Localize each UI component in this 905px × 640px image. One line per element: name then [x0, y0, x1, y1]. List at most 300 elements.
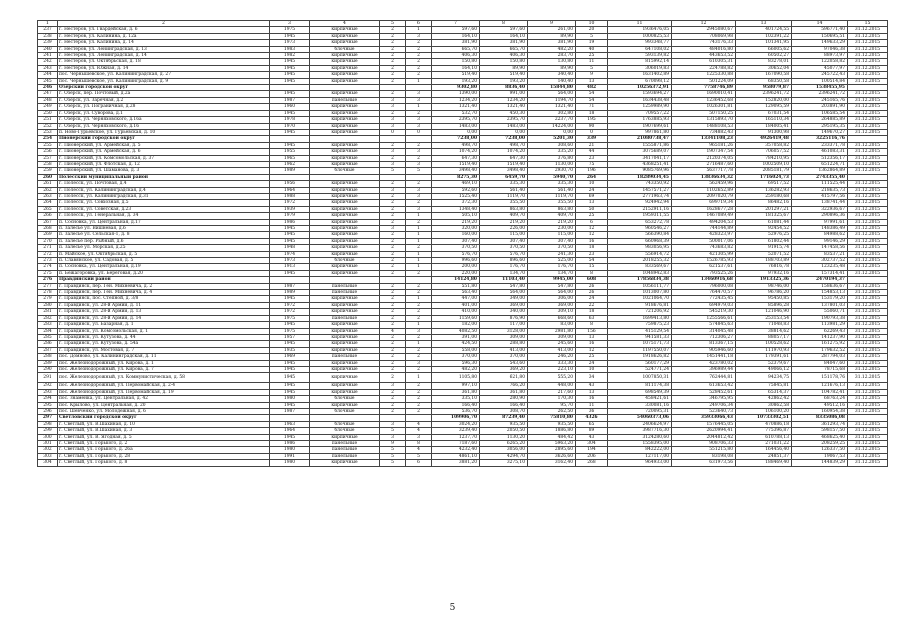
table-cell: 1945 [270, 373, 310, 383]
table-cell: 423780,02 [672, 360, 736, 366]
address-cell: пос. Крылово, ул. Центральная, д. 20 [58, 402, 270, 408]
table-cell: 2 [406, 270, 432, 276]
table-cell: 1 [406, 238, 432, 244]
table-cell: 335,30 [480, 181, 528, 187]
table-cell: 31.12.2015 [848, 373, 888, 383]
table-cell: 109906,70 [432, 415, 480, 421]
table-cell: 2 [406, 315, 432, 321]
address-cell: г. Озерск, ул. Черняховского, д.16 [58, 123, 270, 129]
table-cell: 258 [38, 161, 58, 167]
table-cell: 1321,40 [480, 104, 528, 110]
table-cell: 219,20 [480, 219, 528, 225]
table-cell: 1483,00 [432, 123, 480, 129]
table-cell: 5940,70 [528, 174, 576, 180]
table-cell: 31.12.2015 [848, 155, 888, 161]
table-cell: кирпичные [310, 142, 380, 148]
table-cell: 2 [380, 302, 406, 308]
table-cell: 31.12.2015 [848, 226, 888, 232]
table-cell: 3 [406, 161, 432, 167]
table-cell: 1913325,36 [736, 277, 792, 283]
table-cell: 1913 [270, 264, 310, 270]
table-cell: 2 [380, 360, 406, 366]
table-cell: 576,70 [480, 251, 528, 257]
table-cell: 83,00 [528, 322, 576, 328]
table-cell: 2097020,79 [672, 193, 736, 199]
table-cell: 547,80 [480, 283, 528, 289]
table-cell: 31.12.2015 [848, 447, 888, 453]
table-cell: 248 [38, 97, 58, 103]
table-cell: 188469,40 [736, 460, 792, 466]
table-cell: 2 [406, 354, 432, 360]
table-cell: 524771,24 [608, 366, 672, 372]
table-cell: 31.12.2015 [848, 421, 888, 427]
table-cell: 4326 [576, 415, 608, 421]
table-cell: 2 [406, 302, 432, 308]
table-cell: 369,00 [480, 302, 528, 308]
table-cell: 494204,53 [672, 219, 736, 225]
table-cell: 18 [576, 245, 608, 251]
table-cell: 10733302,51 [736, 415, 792, 421]
table-cell: 3 [406, 33, 432, 39]
table-cell: 16 [576, 396, 608, 402]
address-cell: г. Полесск, ул. Генеральная, д. 34 [58, 213, 270, 219]
table-cell: 31.12.2015 [848, 78, 888, 84]
table-cell: 314045,48 [672, 328, 736, 334]
table-cell: 7187,60 [432, 441, 480, 447]
table-cell: 31.12.2015 [848, 434, 888, 440]
address-cell: г. Пионерский, ул. Комсомольская, д. 37 [58, 155, 270, 161]
table-cell: блочные [310, 46, 380, 52]
table-cell: 1936476,05 [608, 27, 672, 33]
table-cell: 564,00 [480, 290, 528, 296]
table-cell: 547,80 [528, 283, 576, 289]
table-cell: блочные [310, 168, 380, 174]
table-cell: 3 [406, 97, 432, 103]
table-cell: 190793,38 [792, 315, 848, 321]
table-cell: 2 [380, 322, 406, 328]
table-cell: 264 [576, 174, 608, 180]
table-cell: 1945 [270, 389, 310, 395]
address-cell: г. Правдинск, пер. Ген. Михневича, д. 2 [58, 283, 270, 289]
table-cell: 295 [38, 402, 58, 408]
address-cell: г. Пионерский, ул. Флотская, д. 12 [58, 161, 270, 167]
table-cell: 2 [406, 408, 432, 414]
address-cell: г. Светлый, ул. Горького, д. 8 [58, 460, 270, 466]
table-cell: 1 [406, 258, 432, 264]
table-cell: 560177,29 [608, 360, 672, 366]
table-cell: 31.12.2015 [848, 238, 888, 244]
table-cell: 219,20 [432, 219, 480, 225]
address-cell: г. Нестеров, ул. Калинина, д. 14 [58, 40, 270, 46]
table-cell: 249 [38, 104, 58, 110]
table-cell: 734882,43 [672, 129, 736, 135]
table-cell: панельные [310, 315, 380, 321]
table-cell: 13 [576, 334, 608, 340]
table-cell: 813367,15 [672, 341, 736, 347]
table-cell: 2 [406, 155, 432, 161]
table-cell: 406,30 [480, 53, 528, 59]
table-cell: 7238,00 [480, 136, 528, 142]
table-cell: 31.12.2015 [848, 27, 888, 33]
table-cell: 1945 [270, 366, 310, 372]
table-cell: 3498,40 [432, 168, 480, 174]
table-cell: 415129,54 [608, 328, 672, 334]
table-cell: 1974 [270, 251, 310, 257]
table-cell: 307,40 [528, 238, 576, 244]
table-cell: 2044812,42 [672, 434, 736, 440]
table-cell: 94234,75 [736, 373, 792, 383]
table-cell: 1074,20 [432, 149, 480, 155]
table-cell: 269 [38, 232, 58, 238]
address-cell: г. Правдинск, ул. Кутузова, д. 44 [58, 334, 270, 340]
table-cell: 31.12.2015 [848, 258, 888, 264]
table-cell: 95450,85 [736, 296, 792, 302]
table-cell: 31.12.2015 [848, 123, 888, 129]
column-number-cell: 13 [736, 21, 792, 27]
table-cell: 369,20 [480, 366, 528, 372]
table-cell: панельные [310, 447, 380, 453]
table-cell: 123235,48 [792, 264, 848, 270]
table-cell: 31.12.2015 [848, 117, 888, 123]
table-cell: 5637717,78 [672, 168, 736, 174]
table-cell: 25 [576, 53, 608, 59]
housing-register-sheet [37, 20, 887, 467]
table-cell: 1945 [270, 232, 310, 238]
table-cell: 245165,76 [792, 97, 848, 103]
table-cell: 111525,44 [792, 181, 848, 187]
table-cell: 908706,33 [672, 441, 736, 447]
table-cell: 863,80 [528, 206, 576, 212]
table-cell: 370,00 [480, 354, 528, 360]
table-cell: 4 [406, 421, 432, 427]
table-cell: 12 [576, 226, 608, 232]
table-cell: 391,00 [432, 334, 480, 340]
table-cell: 245722,43 [792, 72, 848, 78]
table-cell: 993348,77 [608, 40, 672, 46]
table-cell: 31.12.2015 [848, 396, 888, 402]
table-cell: 45077,97 [792, 65, 848, 71]
table-cell: 2470194,37 [792, 277, 848, 283]
address-cell: пос. Железнодорожный, ул. Кирова, д. 1 [58, 360, 270, 366]
table-cell: 2 [380, 309, 406, 315]
table-cell: 2085181,79 [736, 168, 792, 174]
address-cell: г. Нестеров, ул. Октябрьская, д. 18 [58, 59, 270, 65]
table-cell: 263 [38, 193, 58, 199]
table-cell: 195 [576, 117, 608, 123]
table-cell: 194 [576, 447, 608, 453]
table-cell: 1538455,95 [792, 85, 848, 91]
table-cell: 1945 [270, 270, 310, 276]
table-cell: 2 [380, 213, 406, 219]
column-number-cell: 8 [480, 21, 528, 27]
table-cell: 2 [380, 315, 406, 321]
table-cell: 289 [38, 360, 58, 366]
table-cell: 519,40 [480, 72, 528, 78]
address-cell: г. Светлый, ул. Горького, д. 2 [58, 441, 270, 447]
table-cell: 381,90 [528, 40, 576, 46]
table-cell: 1945 [270, 434, 310, 440]
table-cell: 322936,67 [792, 206, 848, 212]
table-cell: 484,42 [528, 434, 576, 440]
table-cell: 3 [380, 123, 406, 129]
table-cell: 89,90 [528, 65, 576, 71]
table-cell: 482 [576, 85, 608, 91]
table-cell: 160,00 [432, 232, 480, 238]
table-cell: 3 [380, 383, 406, 389]
table-cell: 3162,40 [528, 460, 576, 466]
table-cell: 23 [576, 155, 608, 161]
table-cell: 137801,03 [792, 302, 848, 308]
table-cell: 260 [38, 174, 58, 180]
table-cell: 9 [576, 72, 608, 78]
table-cell: 253153,54 [736, 315, 792, 321]
table-cell: 24851,37 [736, 453, 792, 459]
table-cell: 83537,21 [792, 251, 848, 257]
table-cell: 2 [380, 142, 406, 148]
table-cell: 7238,00 [432, 136, 480, 142]
table-cell: 49066,12 [736, 366, 792, 372]
table-cell: кирпичные [310, 389, 380, 395]
table-cell: 357058,82 [736, 142, 792, 148]
table-cell: 166,40 [432, 402, 480, 408]
table-cell: 111970,93 [736, 347, 792, 353]
table-cell: 4 [406, 428, 432, 434]
table-cell: 147458,56 [792, 245, 848, 251]
table-cell: 9302,80 [432, 85, 480, 91]
table-cell: 1982 [270, 53, 310, 59]
table-cell: 1 [406, 104, 432, 110]
table-cell: 349,00 [480, 296, 528, 302]
table-cell: кирпичные [310, 334, 380, 340]
table-cell: 13836634,32 [672, 174, 736, 180]
table-cell: 54 [576, 91, 608, 97]
table-cell: 4368251,41 [608, 161, 672, 167]
table-cell: 1983 [270, 46, 310, 52]
table-cell: 665,70 [432, 46, 480, 52]
table-cell: кирпичные [310, 206, 380, 212]
address-cell: Пионерский городской округ [58, 136, 270, 142]
table-cell: 25 [576, 354, 608, 360]
table-cell: 2 [380, 283, 406, 289]
table-cell: 647108,02 [608, 46, 672, 52]
table-cell: 182,00 [432, 322, 480, 328]
table-cell: 164456,40 [736, 447, 792, 453]
table-cell: 1 [406, 341, 432, 347]
table-cell: 21 [576, 142, 608, 148]
table-cell: 997,10 [432, 383, 480, 389]
address-cell: п. Майское, ул. Октябрьская, д. 5 [58, 251, 270, 257]
table-cell: 1321,40 [528, 104, 576, 110]
table-cell: кирпичные [310, 155, 380, 161]
table-cell: 18289034,45 [608, 174, 672, 180]
table-cell: 31.12.2015 [848, 360, 888, 366]
table-cell: 958079,87 [736, 85, 792, 91]
table-cell: 1 [406, 27, 432, 33]
table-cell: 1236452,68 [672, 97, 736, 103]
table-cell: кирпичные [310, 341, 380, 347]
table-cell: 223,10 [528, 366, 576, 372]
table-cell: 596771,40 [792, 27, 848, 33]
address-cell: г. Светлый, ул. В. Ягодная, д. 5 [58, 434, 270, 440]
table-cell: 1945 [270, 238, 310, 244]
table-cell: 217,60 [528, 389, 576, 395]
table-cell: 115,00 [528, 232, 576, 238]
table-cell: 1690010,41 [672, 91, 736, 97]
table-cell: 668,60 [528, 315, 576, 321]
table-cell: 651224,71 [792, 161, 848, 167]
table-cell: 1007850,31 [608, 373, 672, 383]
table-cell: 164,10 [432, 65, 480, 71]
table-cell: 574845,63 [672, 322, 736, 328]
table-cell: 1907699,61 [608, 123, 672, 129]
table-cell: 1945 [270, 33, 310, 39]
table-cell: 1234,20 [432, 97, 480, 103]
table-cell: 167090,58 [736, 72, 792, 78]
table-cell: 246 [38, 85, 58, 91]
table-cell: 5 [380, 428, 406, 434]
table-cell: 243 [38, 65, 58, 71]
table-cell: 1 [406, 213, 432, 219]
table-cell: 31.12.2015 [848, 383, 888, 389]
table-cell: 31.12.2015 [848, 168, 888, 174]
table-cell: 31.12.2015 [848, 232, 888, 238]
table-cell: 31.12.2015 [848, 142, 888, 148]
table-cell: 67031,54 [736, 110, 792, 116]
table-cell: 52976,25 [736, 232, 792, 238]
table-cell: 1002509,10 [736, 161, 792, 167]
table-cell: 69517,52 [736, 181, 792, 187]
table-cell: 31.12.2015 [848, 460, 888, 466]
table-cell: 1 [406, 78, 432, 84]
table-cell: 1321,40 [432, 104, 480, 110]
table-cell: 563,40 [432, 290, 480, 296]
table-cell: 55060,71 [792, 309, 848, 315]
table-cell: 85896,28 [736, 302, 792, 308]
table-cell: 610788,13 [736, 434, 792, 440]
table-cell: 31.12.2015 [848, 149, 888, 155]
table-cell: 3 [380, 421, 406, 427]
table-cell: 500017,06 [672, 238, 736, 244]
table-cell: 54 [576, 97, 608, 103]
table-cell: 1972 [270, 302, 310, 308]
table-cell: 30862,58 [736, 402, 792, 408]
table-cell: 1457571,27 [608, 187, 672, 193]
table-cell: 179632,52 [792, 347, 848, 353]
table-cell: 293 [38, 389, 58, 395]
table-cell: 296 [38, 408, 58, 414]
table-cell: 264885,89 [792, 117, 848, 123]
table-cell: 52071,52 [736, 251, 792, 257]
table-cell: 1935 [270, 347, 310, 353]
table-cell: 224788,82 [672, 65, 736, 71]
table-cell: 290896,36 [792, 213, 848, 219]
table-cell: 410,00 [432, 309, 480, 315]
table-cell: 291 [38, 373, 58, 383]
table-cell: кирпичные [310, 360, 380, 366]
table-cell: 2 [380, 193, 406, 199]
table-cell: 1048942,83 [608, 270, 672, 276]
table-cell: 320,00 [432, 226, 480, 232]
table-cell: 218635,73 [792, 187, 848, 193]
table-cell: 265 [38, 206, 58, 212]
table-cell: 284 [38, 328, 58, 334]
table-cell: 13 [576, 200, 608, 206]
address-cell: г. Правдинск, ул. Кутузова, д. 54а [58, 341, 270, 347]
table-cell: 1945 [270, 59, 310, 65]
table-cell: 699719,34 [672, 200, 736, 206]
table-cell: 113981,29 [792, 322, 848, 328]
table-cell: 246,20 [528, 354, 576, 360]
address-cell: пос. Железнодорожный, ул. Первомайская, д. 19 [58, 389, 270, 395]
address-cell: г. Нестеров, ул. Ленинградская, д. 13 [58, 46, 270, 52]
table-cell: 1907347,54 [672, 149, 736, 155]
table-cell: кирпичные [310, 181, 380, 187]
table-cell: 1969 [270, 354, 310, 360]
table-cell: 793525,26 [672, 270, 736, 276]
table-cell: 1972 [270, 200, 310, 206]
table-cell: 558,00 [432, 347, 480, 353]
table-cell: 597,60 [432, 27, 480, 33]
table-cell: 43 [576, 383, 608, 389]
table-cell: 281 [38, 309, 58, 315]
table-cell: 3128,00 [480, 328, 528, 334]
table-cell: 8335086,08 [792, 415, 848, 421]
table-cell: 92454,52 [736, 226, 792, 232]
table-cell: 3 [380, 434, 406, 440]
table-cell: 2 [380, 65, 406, 71]
table-cell: 63 [576, 315, 608, 321]
table-cell: 2 [380, 366, 406, 372]
table-cell: 1959311,55 [608, 213, 672, 219]
table-cell: 2 [380, 27, 406, 33]
table-cell: 24 [576, 187, 608, 193]
table-cell: 2 [380, 181, 406, 187]
table-cell: 428323,97 [672, 232, 736, 238]
table-cell: 31.12.2015 [848, 334, 888, 340]
table-cell: 2406624,97 [608, 421, 672, 427]
table-cell: 1918626,82 [608, 354, 672, 360]
table-cell: 276 [38, 277, 58, 283]
table-cell: 369,00 [528, 302, 576, 308]
column-number-cell: 15 [848, 21, 888, 27]
table-cell: 31.12.2015 [848, 354, 888, 360]
table-cell: 2152911,16 [608, 206, 672, 212]
table-cell: 31.12.2015 [848, 193, 888, 199]
table-cell: 6265,20 [480, 441, 528, 447]
table-cell: 361,80 [480, 389, 528, 395]
table-cell: 372,30 [432, 200, 480, 206]
table-cell: 134,70 [528, 270, 576, 276]
table-cell: 991,00 [480, 91, 528, 97]
table-cell: кирпичные [310, 296, 380, 302]
column-number-cell: 7 [432, 21, 480, 27]
table-cell: 706057,52 [736, 149, 792, 155]
table-cell: 621537,61 [672, 264, 736, 270]
table-cell: 31.12.2015 [848, 402, 888, 408]
table-cell: 355,50 [528, 200, 576, 206]
table-cell: 270 [38, 238, 58, 244]
table-cell: 1945 [270, 65, 310, 71]
table-cell: 3075689,07 [608, 149, 672, 155]
table-cell: 158636,67 [792, 283, 848, 289]
table-cell: 8 [576, 270, 608, 276]
table-cell: кирпичные [310, 40, 380, 46]
address-cell: п. Ново-Гурьевское, ул. Гурьевская, д. 10 [58, 129, 270, 135]
address-cell: Озёрский городской округ [58, 85, 270, 91]
table-cell: 2 [406, 383, 432, 389]
table-cell: 2 [406, 389, 432, 395]
table-cell: 286 [38, 341, 58, 347]
